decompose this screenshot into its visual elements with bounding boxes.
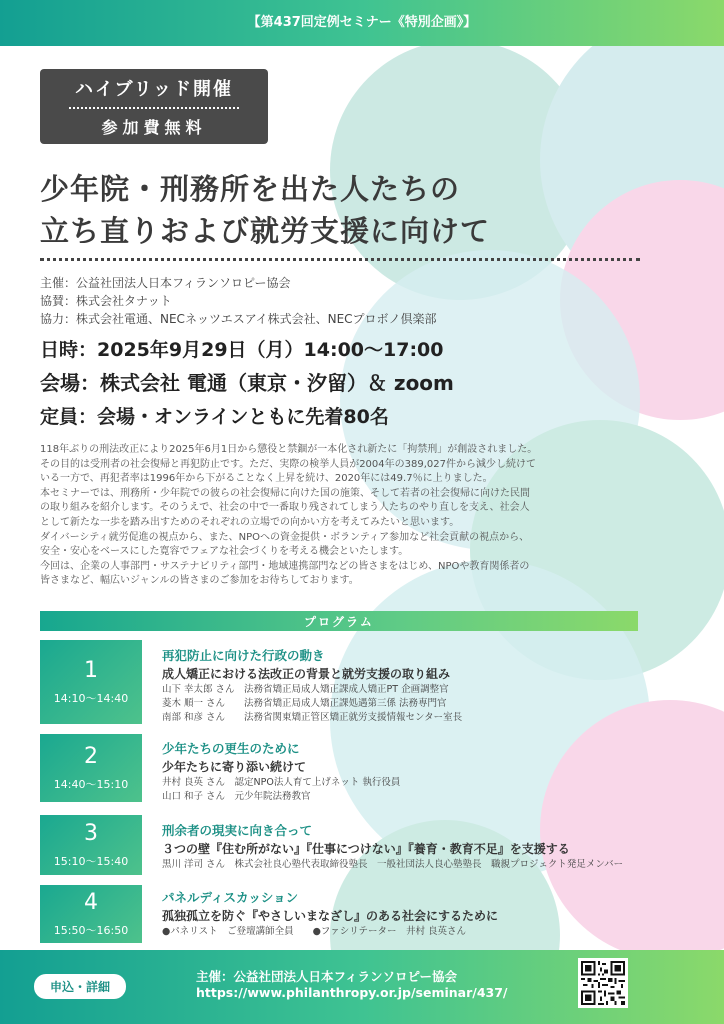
- session-number: 3: [84, 821, 98, 846]
- session-number-box: [40, 885, 142, 943]
- program-session-3: [40, 815, 680, 875]
- session-content: [162, 889, 682, 939]
- session-title: 刑余者の現実に向き合って: [162, 823, 313, 838]
- seminar-url-link[interactable]: https://www.philanthropy.or.jp/seminar/437/: [196, 985, 508, 1000]
- title-line-2: 立ち直りおよび就労支援に向けて: [40, 214, 491, 248]
- session-number-box: [40, 815, 142, 875]
- desc-line: 皆さまなど、幅広いジャンルの皆さまのご参加をお待ちしております。: [40, 575, 359, 587]
- session-title: 再犯防止に向けた行政の動き: [162, 648, 325, 663]
- apply-details-button[interactable]: 申込・詳細: [34, 974, 126, 999]
- session-title: パネルディスカッション: [162, 890, 299, 905]
- program-heading-label: プログラム: [304, 614, 374, 629]
- session-title: 少年たちの更生のために: [162, 741, 300, 756]
- session-number: 4: [84, 890, 98, 915]
- event-capacity: 定員：会場・オンラインともに先着80名: [40, 406, 389, 428]
- desc-line: ダイバーシティ就労促進の視点から、また、NPOへの資金提供・ボランティア参加など社会貢献の視点から、: [40, 531, 530, 543]
- speaker-line: 井村 良英 さん 認定NPO法人育て上げネット 執行役員: [162, 777, 401, 788]
- session-number: 1: [84, 658, 98, 683]
- speaker-line: 菱木 順一 さん 法務省矯正局成人矯正課処遇第三係 法務専門官: [162, 698, 447, 709]
- desc-line: 118年ぶりの刑法改正により2025年6月1日から懲役と禁錮が一本化され新たに「拘禁刑」が創設されました。: [40, 444, 538, 455]
- event-info: [40, 335, 680, 434]
- page-title: [40, 168, 640, 252]
- program-heading: [40, 611, 638, 631]
- session-number: 2: [84, 744, 98, 769]
- series-header: [0, 0, 724, 46]
- program-session-1: [40, 640, 680, 724]
- desc-line: 本セミナーでは、刑務所・少年院での彼らの社会復帰に向けた国の施策、そして若者の社会復帰に向けた民間: [40, 487, 530, 499]
- session-time: 14:10〜14:40: [53, 692, 129, 705]
- event-datetime: 日時：2025年9月29日（月）14:00〜17:00: [40, 339, 444, 361]
- session-subtitle: ３つの壁『住む所がない』『仕事につけない』『養育・教育不足』を支援する: [162, 842, 570, 856]
- sponsor-line: 協賛：株式会社タナット: [40, 294, 172, 308]
- session-subtitle: 少年たちに寄り添い続けて: [162, 760, 307, 774]
- qr-code-icon[interactable]: [578, 958, 628, 1008]
- desc-line: 今回は、企業の人事部門・サステナビリティ部門・地域連携部門などの皆さまをはじめ、NPOや教育関係者の: [40, 560, 530, 572]
- series-label: 【第437回定例セミナー《特別企画》】: [247, 14, 477, 30]
- speaker-line: ●パネリスト ご登壇講師全員 ●ファシリテーター 井村 良英さん: [162, 926, 467, 937]
- session-time: 15:10〜15:40: [53, 855, 129, 868]
- hybrid-badge: [40, 69, 268, 144]
- program-session-4: [40, 885, 680, 943]
- speaker-line: 山口 和子 さん 元少年院法務教官: [162, 791, 311, 802]
- speaker-line: 南部 和彦 さん 法務省関東矯正管区矯正就労支援情報センター室長: [162, 712, 463, 723]
- session-content: [162, 740, 682, 804]
- session-subtitle: 成人矯正における法改正の背景と就労支援の取り組み: [162, 667, 451, 681]
- title-divider: [40, 258, 640, 261]
- desc-line: の取り組みを紹介します。そのうえで、社会の中で一番取り残されてしまう人たちのやり直しを支え、社会人: [40, 502, 530, 514]
- organizers: [40, 274, 640, 328]
- footer-host: 主催：公益社団法人日本フィランソロピー協会: [196, 969, 458, 984]
- desc-line: その目的は受刑者の社会復帰と再犯防止です。ただ、実際の検挙人員が2004年の389,027件から減少し続けて: [40, 458, 537, 470]
- session-content: [162, 822, 682, 872]
- session-number-box: [40, 734, 142, 802]
- event-venue: 会場：株式会社 電通（東京・汐留）＆ zoom: [40, 371, 454, 395]
- speaker-line: 黒川 洋司 さん 株式会社良心塾代表取締役塾長 一般社団法人良心塾塾長 職親プロジェクト発足メンバー: [162, 859, 624, 870]
- session-subtitle: 孤独孤立を防ぐ『やさしいまなざし』のある社会にするために: [162, 909, 499, 923]
- badge-free: 参加費無料: [101, 118, 207, 137]
- footer: [0, 950, 724, 1024]
- speaker-line: 山下 幸太郎 さん 法務省矯正局成人矯正課成人矯正PT 企画調整官: [162, 684, 449, 695]
- host-line: 主催：公益社団法人日本フィランソロピー協会: [40, 276, 291, 290]
- session-time: 14:40〜15:10: [53, 778, 129, 791]
- program-session-2: [40, 734, 680, 802]
- title-line-1: 少年院・刑務所を出た人たちの: [40, 172, 461, 206]
- description: [40, 443, 680, 589]
- session-time: 15:50〜16:50: [53, 924, 129, 937]
- badge-hybrid: ハイブリッド開催: [69, 75, 239, 109]
- session-number-box: [40, 640, 142, 724]
- desc-line: いる一方で、再犯者率は1996年から下がることなく上昇を続け、2020年には49.7％に上りました。: [40, 473, 493, 485]
- desc-line: として新たな一歩を踏み出すためのそれぞれの立場での向かい方を考えてみたいと思います。: [40, 516, 460, 528]
- cooperation-line: 協力：株式会社電通、NECネッツエスアイ株式会社、NECプロボノ倶楽部: [40, 312, 437, 326]
- desc-line: 安全・安心をベースにした寛容でフェアな社会づくりを考える機会といたします。: [40, 546, 409, 558]
- session-content: [162, 647, 682, 725]
